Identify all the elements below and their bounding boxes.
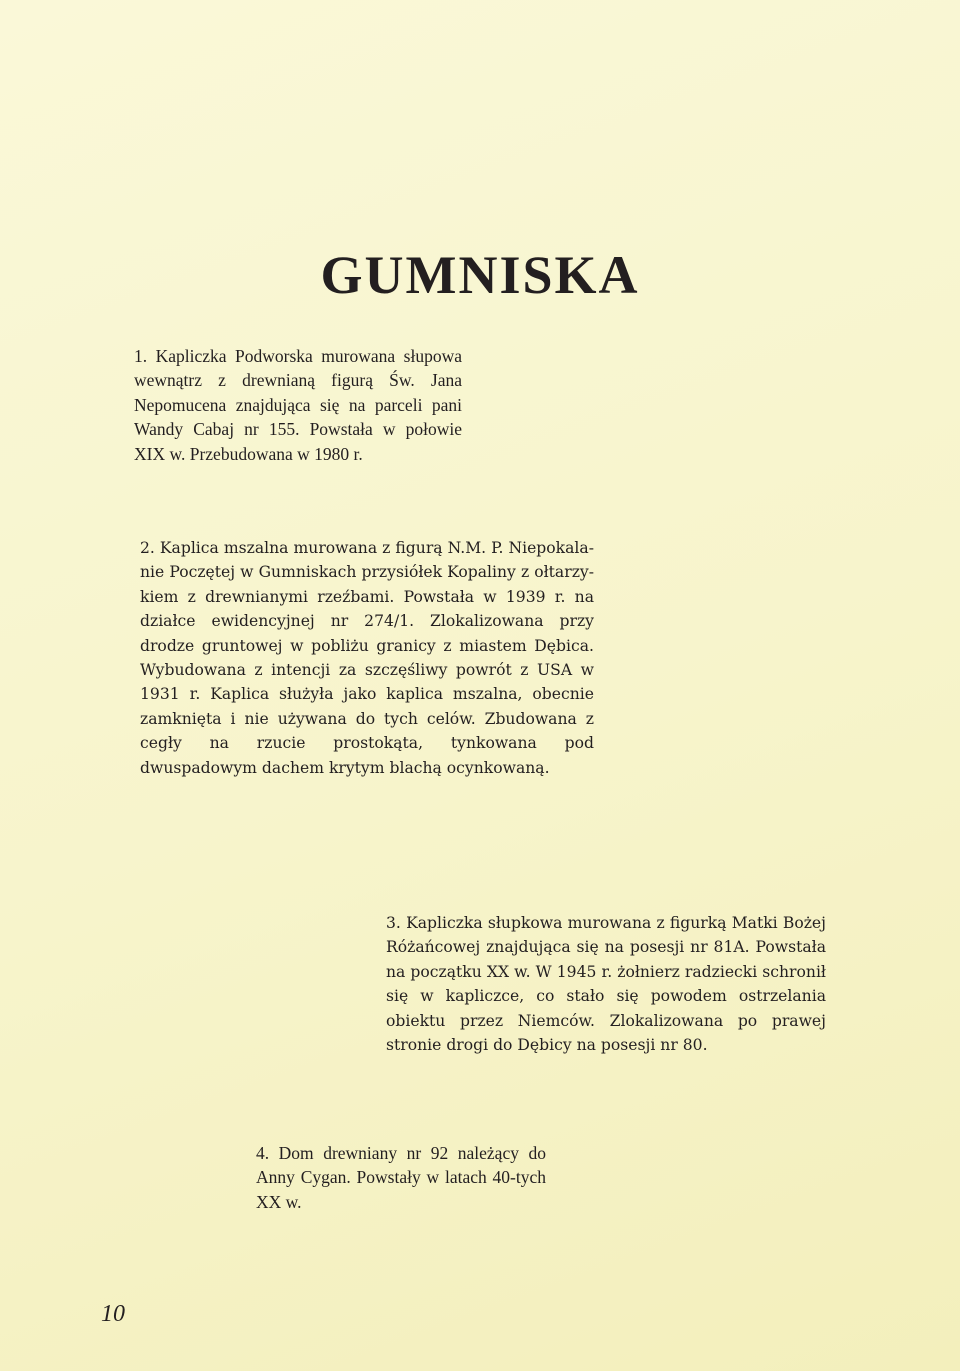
page-number: 10 bbox=[101, 1301, 125, 1327]
entry-1: 1. Kapliczka Podworska murowana słupowa wewnątrz z drewnianą figurą Św. Jana Nepomucena znajdująca się na parceli pani Wandy Cabaj nr 155. Powstała w połowie XIX w. Przebudowana w 1980 r. bbox=[134, 346, 462, 464]
entry-3: 3. Kapliczka słupkowa murowana z figurką Matki Bożej Różańcowej znajdująca się na posesji nr 81A. Powstała na początku XX w. W 1945 r. żołnierz radziecki schronił się w kapliczce, co stało się powodem ostrzelania obiektu przez Niemców. Zlokalizowana po prawej stronie drogi do Dębicy na posesji nr 80. bbox=[386, 914, 826, 1055]
page-title: GUMNISKA bbox=[320, 245, 640, 305]
entry-4: 4. Dom drewniany nr 92 należący do Anny Cygan. Powstały w latach 40-tych XX w. bbox=[256, 1143, 546, 1212]
entry-2: 2. Kaplica mszalna murowana z figurą N.M. P. Niepokalanie Poczętej w Gumniskach przysiółek Kopaliny z ołtarzykiem z drewnianymi rzeźbami. Powstała w 1939 r. na działce ewidencyjnej nr 274/1. Zlokalizowana przy drodze gruntowej w pobliżu granicy z miastem Dębica. Wybudowana z intencji za szczęśliwy powrót z USA w 1931 r. Kaplica służyła jako kaplica mszalna, obecnie zamknięta i nie używana do tych celów. Zbudowana z cegły na rzucie prostokąta, tynkowana pod dwuspadowym dachem krytym blachą ocynkowaną. bbox=[140, 539, 594, 777]
